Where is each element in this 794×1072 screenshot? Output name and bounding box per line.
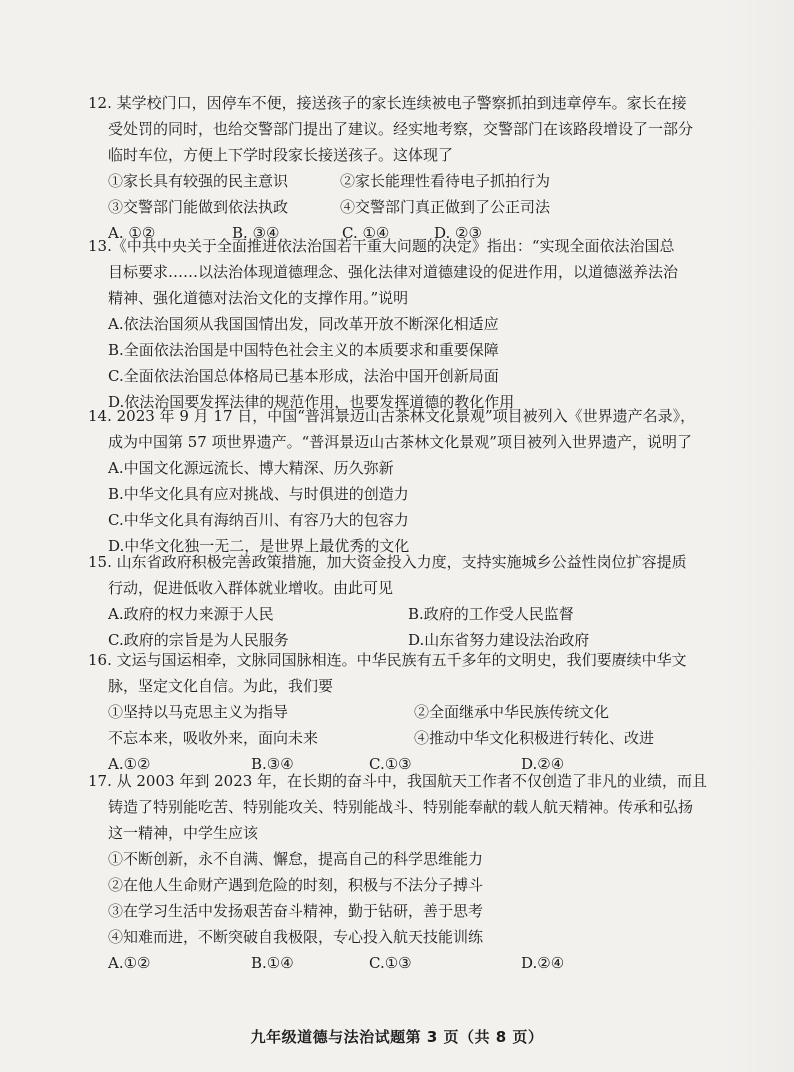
question-stem: 成为中国第 57 项世界遗产。“普洱景迈山古茶林文化景观”项目被列入世界遗产，说明了 — [108, 433, 692, 451]
question-stem: 精神、强化道德对法治文化的支撑作用。”说明 — [108, 289, 409, 307]
question-stem: 13.《中共中央关于全面推进依法治国若干重大问题的决定》指出：“实现全面依法治国总 — [88, 237, 675, 255]
option-b: B.中华文化具有应对挑战、与时俱进的创造力 — [108, 485, 409, 503]
choice-b: B.③④ — [251, 755, 294, 773]
option-a: A.政府的权力来源于人民 — [108, 605, 274, 623]
option-c: C.中华文化具有海纳百川、有容乃大的包容力 — [108, 511, 409, 529]
option-c: C.全面依法治国总体格局已基本形成，法治中国开创新局面 — [108, 367, 499, 385]
statement: ①不断创新，永不自满、懈怠，提高自己的科学思维能力 — [108, 850, 484, 868]
option-b: B.政府的工作受人民监督 — [408, 605, 574, 623]
option-d: D.中华文化独一无二，是世界上最优秀的文化 — [108, 537, 410, 555]
question-16 — [88, 647, 738, 777]
statement: ②在他人生命财产遇到危险的时刻，积极与不法分子搏斗 — [108, 876, 484, 894]
statement: ③在学习生活中发扬艰苦奋斗精神，勤于钻研，善于思考 — [108, 902, 484, 920]
statement: ①家长具有较强的民主意识 — [108, 172, 289, 190]
option-c: C.政府的宗旨是为人民服务 — [108, 631, 289, 649]
choice-b: B.①④ — [251, 954, 294, 972]
question-stem: 15. 山东省政府积极完善政策措施，加大资金投入力度，支持实施城乡公益性岗位扩容提质 — [88, 553, 687, 571]
statement: ①坚持以马克思主义为指导 — [108, 703, 289, 721]
option-a: A.中国文化源远流长、博大精深、历久弥新 — [108, 459, 394, 477]
page-footer: 九年级道德与法治试题第 3 页（共 8 页） — [250, 1028, 544, 1046]
question-stem: 铸造了特别能吃苦、特别能攻关、特别能战斗、特别能奉献的载人航天精神。传承和弘扬 — [108, 798, 694, 816]
statement: ④推动中华文化积极进行转化、改进 — [414, 729, 655, 747]
question-stem: 行动，促进低收入群体就业增收。由此可见 — [108, 579, 394, 597]
choice-a: A. ①② — [108, 224, 156, 242]
statement: ③交警部门能做到依法执政 — [108, 198, 289, 216]
option-row — [108, 601, 738, 627]
choice-d: D.②④ — [521, 954, 565, 972]
statement-row — [108, 168, 738, 194]
statement: ④交警部门真正做到了公正司法 — [340, 198, 551, 216]
question-stem: 这一精神，中学生应该 — [108, 824, 259, 842]
question-13 — [88, 233, 738, 415]
bleed-through-shade — [724, 0, 794, 1072]
question-stem: 12. 某学校门口，因停车不便，接送孩子的家长连续被电子警察抓拍到违章停车。家长在接 — [88, 94, 687, 112]
option-b: B.全面依法治国是中国特色社会主义的本质要求和重要保障 — [108, 341, 499, 359]
question-stem: 14. 2023 年 9 月 17 日，中国“普洱景迈山古茶林文化景观”项目被列入《世界遗产名录》， — [88, 407, 696, 425]
option-d: D.依法治国要发挥法律的规范作用，也要发挥道德的教化作用 — [108, 393, 515, 411]
choice-row — [108, 950, 738, 976]
question-14 — [88, 403, 738, 559]
statement: ④知难而进，不断突破自我极限，专心投入航天技能训练 — [108, 928, 484, 946]
statement-row — [108, 725, 738, 751]
question-stem: 受处罚的同时，也给交警部门提出了建议。经实地考察，交警部门在该路段增设了一部分 — [108, 120, 694, 138]
question-stem: 17. 从 2003 年到 2023 年，在长期的奋斗中，我国航天工作者不仅创造了非凡的业绩，而且 — [88, 772, 708, 790]
choice-b: B. ③④ — [232, 224, 280, 242]
statement: 不忘本来，吸收外来，面向未来 — [108, 729, 319, 747]
option-a: A.依法治国须从我国国情出发，同改革开放不断深化相适应 — [108, 315, 499, 333]
option-d: D.山东省努力建设法治政府 — [408, 631, 590, 649]
statement-row — [108, 699, 738, 725]
choice-c: C.①③ — [369, 954, 412, 972]
question-stem: 16. 文运与国运相牵，文脉同国脉相连。中华民族有五千多年的文明史，我们要赓续中华文 — [88, 651, 687, 669]
choice-a: A.①② — [108, 954, 151, 972]
choice-a: A.①② — [108, 755, 151, 773]
question-stem: 脉，坚定文化自信。为此，我们要 — [108, 677, 334, 695]
question-17 — [88, 768, 738, 976]
statement: ②家长能理性看待电子抓拍行为 — [340, 172, 551, 190]
choice-d: D.②④ — [521, 755, 565, 773]
question-stem: 目标要求……以法治体现道德理念、强化法律对道德建设的促进作用，以道德滋养法治 — [108, 263, 679, 281]
statement: ②全面继承中华民族传统文化 — [414, 703, 610, 721]
choice-c: C.①③ — [369, 755, 412, 773]
choice-d: D. ②③ — [434, 224, 482, 242]
choice-c: C. ①④ — [342, 224, 390, 242]
question-stem: 临时车位，方便上下学时段家长接送孩子。这体现了 — [108, 146, 454, 164]
statement-row — [108, 194, 738, 220]
question-15 — [88, 549, 738, 653]
